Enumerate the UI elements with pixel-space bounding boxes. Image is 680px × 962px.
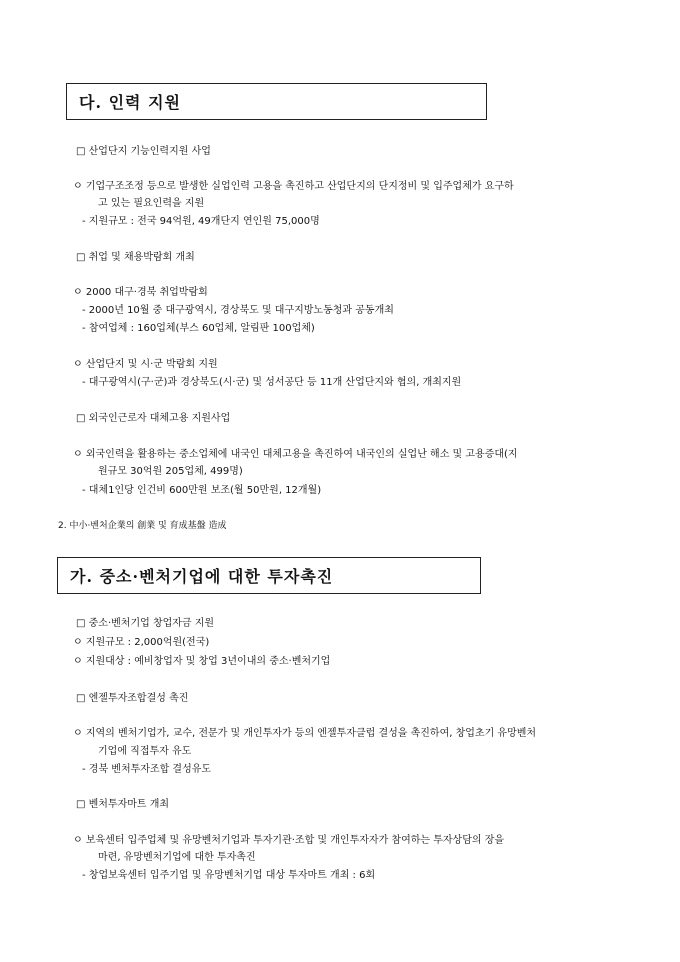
section-heading: 다. 인력 지원: [79, 93, 181, 112]
section-item: 고 있는 필요인력을 지원: [98, 198, 205, 209]
section-item: □ 중소·벤처기업 창업자금 지원: [76, 618, 215, 629]
section-item: □ 벤처투자마트 개최: [76, 799, 170, 810]
section-heading-box: [57, 557, 481, 594]
section-item: 마련, 유망벤처기업에 대한 투자촉진: [98, 852, 256, 863]
section-item: - 참여업체 : 160업체(부스 60업체, 알림판 100업체): [82, 323, 315, 334]
section-item: □ 엔젤투자조합결성 촉진: [76, 693, 189, 704]
section-item: 원규모 30억원 205업체, 499명): [98, 466, 243, 477]
section-item: ㅇ 지원규모 : 2,000억원(전국): [73, 637, 210, 648]
section-item: ㅇ 보육센터 입주업체 및 유망벤처기업과 투자기관·조합 및 개인투자자가 참여하는 투자상담의 장을: [73, 835, 505, 846]
section-item: - 대체1인당 인건비 600만원 보조(월 50만원, 12개월): [82, 485, 322, 496]
section-item: ㅇ 기업구조조정 등으로 발생한 실업인력 고용을 촉진하고 산업단지의 단지정비 및 입주업체가 요구하: [73, 181, 514, 192]
section-heading: 가. 중소·벤처기업에 대한 투자촉진: [70, 567, 334, 586]
section-title: 2. 中小·벤처企業의 創業 및 育成基盤 造成: [58, 521, 227, 531]
section-item: □ 외국인근로자 대체고용 지원사업: [76, 413, 231, 424]
section-item: - 경북 벤처투자조합 결성유도: [82, 764, 212, 775]
section-item: ㅇ 지역의 벤처기업가, 교수, 전문가 및 개인투자가 등의 엔젤투자클럽 결성을 촉진하여, 창업초기 유망벤처: [73, 728, 537, 739]
section-item: □ 산업단지 기능인력지원 사업: [76, 146, 211, 157]
section-item: - 창업보육센터 입주기업 및 유망벤처기업 대상 투자마트 개최 : 6회: [82, 870, 376, 881]
section-item: - 대구광역시(구·군)과 경상북도(시·군) 및 성서공단 등 11개 산업단지와 협의, 개최지원: [82, 377, 462, 388]
section-item: □ 취업 및 채용박람회 개최: [76, 252, 195, 263]
section-item: - 지원규모 : 전국 94억원, 49개단지 연인원 75,000명: [82, 216, 320, 227]
section-item: ㅇ 지원대상 : 예비창업자 및 창업 3년이내의 중소·벤처기업: [73, 656, 331, 667]
section-heading-box: [66, 83, 487, 120]
section-item: 기업에 직접투자 유도: [98, 746, 192, 757]
section-item: ㅇ 2000 대구·경북 취업박람회: [73, 287, 208, 298]
section-item: ㅇ 산업단지 및 시·군 박람회 지원: [73, 359, 218, 370]
section-item: ㅇ 외국인력을 활용하는 중소업체에 내국인 대체고용을 촉진하여 내국인의 실업난 해소 및 고용증대(지: [73, 449, 518, 460]
section-item: - 2000년 10월 중 대구광역시, 경상북도 및 대구지방노동청과 공동개최: [82, 305, 394, 316]
